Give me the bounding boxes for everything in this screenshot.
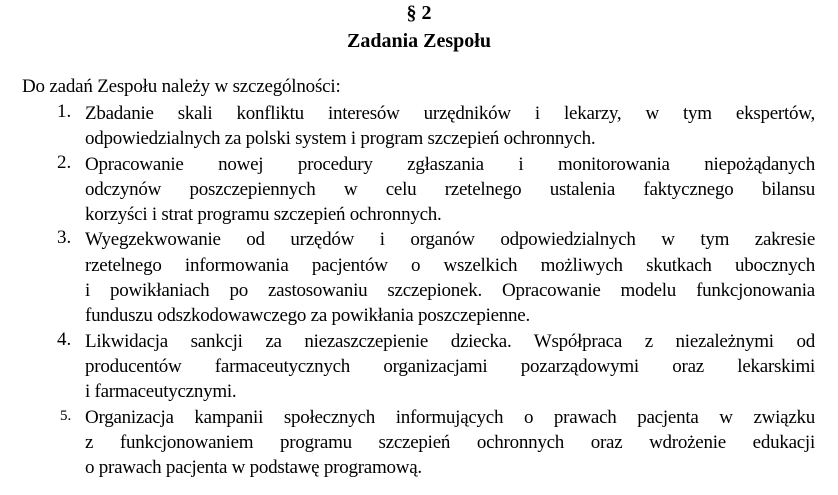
section-number: § 2	[406, 2, 432, 24]
list-item-number: 5.	[60, 407, 72, 424]
list-item-line: o prawach pacjenta w podstawę programową.	[85, 457, 422, 479]
list-item-number: 4.	[57, 328, 72, 350]
list-item-line: Organizacja kampanii społecznych informujących o prawach pacjenta w związku	[85, 406, 815, 428]
list-item-line: Wyegzekwowanie od urzędów i organów odpowiedzialnych w tym zakresie	[85, 229, 815, 251]
list-item-line: Zbadanie skali konfliktu interesów urzędników i lekarzy, w tym ekspertów,	[85, 103, 815, 124]
list-item-line: i powikłaniach po zastosowaniu szczepionek. Opracowanie modelu funkcjonowania	[85, 280, 815, 302]
list-item-line: korzyści i strat programu szczepień ochronnych.	[85, 204, 442, 226]
list-item-line: rzetelnego informowania pacjentów o wszelkich możliwych skutkach ubocznych	[85, 254, 815, 276]
list-item-line: funduszu odszkodowawczego za powikłania poszczepienne.	[85, 305, 530, 327]
list-item-number: 3.	[57, 227, 72, 249]
list-item	[0, 152, 838, 228]
list-item-line: odpowiedzialnych za polski system i program szczepień ochronnych.	[85, 128, 596, 150]
list-item-line: Likwidacja sankcji za niezaszczepienie dziecka. Współpraca z niezależnymi od	[85, 330, 815, 352]
list-item	[0, 101, 838, 152]
list-item-number: 1.	[57, 101, 72, 122]
section-heading: Zadania Zespołu	[347, 30, 491, 52]
list-item-line: z funkcjonowaniem programu szczepień ochronnych oraz wdrożenie edukacji	[85, 431, 815, 453]
list-item-number: 2.	[57, 151, 72, 173]
list-item-line: odczynów poszczepiennych w celu rzetelnego ustalenia faktycznego bilansu	[85, 178, 815, 200]
list-item	[0, 227, 838, 328]
list-item-line: producentów farmaceutycznych organizacjami pozarządowymi oraz lekarskimi	[85, 355, 815, 377]
list-item	[0, 329, 838, 405]
task-list	[0, 101, 838, 480]
list-item	[0, 405, 838, 481]
list-item-line: Opracowanie nowej procedury zgłaszania i monitorowania niepożądanych	[85, 153, 815, 175]
list-item-line: i farmaceutycznymi.	[85, 381, 237, 403]
intro-text: Do zadań Zespołu należy w szczególności:	[22, 76, 341, 97]
